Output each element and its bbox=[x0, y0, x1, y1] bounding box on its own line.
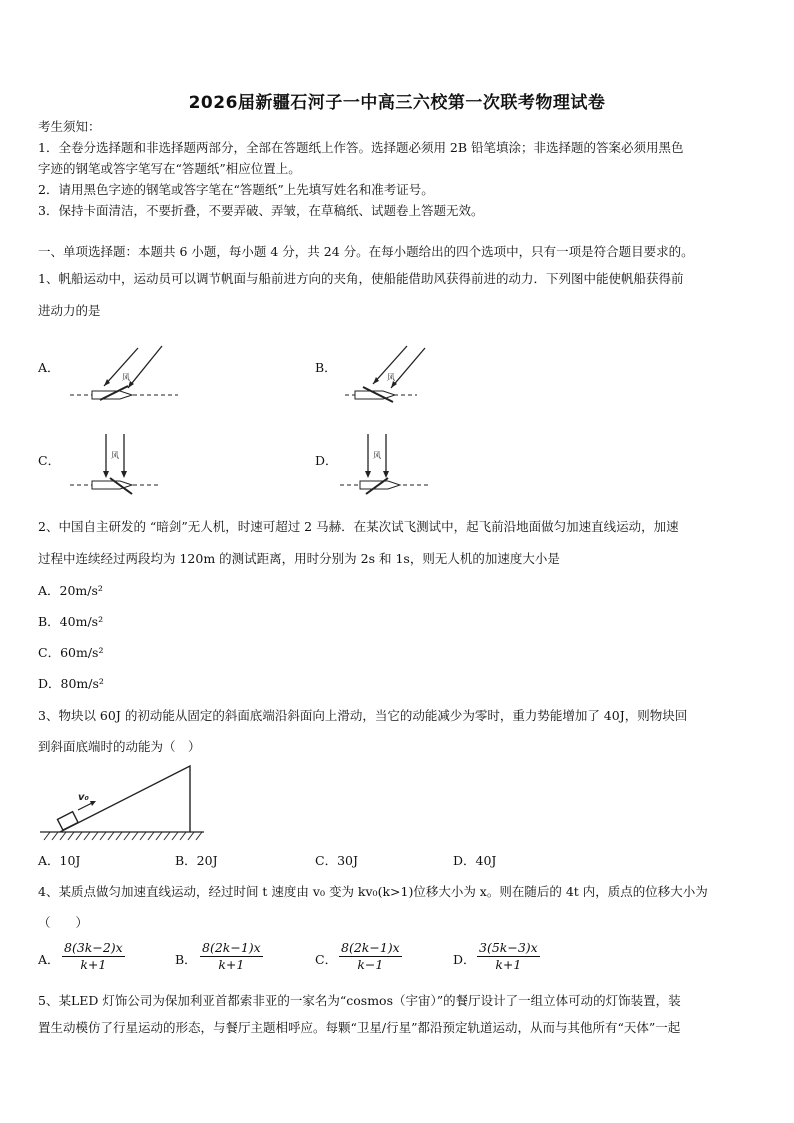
q2-option-b: B．40m/s² bbox=[38, 614, 104, 629]
q2-text-1: 2、中国自主研发的 “暗剑”无人机，时速可超过 2 马赫．在某次试飞测试中，起飞前沿地面做匀加速直线运动，加速 bbox=[38, 519, 679, 534]
q1-wind-label-c: 风 bbox=[111, 451, 119, 460]
q4-text-2: （ ） bbox=[38, 915, 89, 930]
q4-option-d-fraction bbox=[477, 940, 540, 973]
page-title: 2026届新疆石河子一中高三六校第一次联考物理试卷 bbox=[188, 93, 606, 113]
q1-sailboat-diagram-a bbox=[70, 340, 180, 410]
notice-line-1a: 1．全卷分选择题和非选择题两部分，全部在答题纸上作答。选择题必须用 2B 铅笔填涂；非选择题的答案必须用黑色 bbox=[38, 140, 684, 155]
q1-sailboat-diagram-b bbox=[345, 340, 440, 410]
q1-option-a-label: A． bbox=[38, 360, 60, 375]
q1-text-2: 进动力的是 bbox=[38, 303, 101, 318]
notice-line-3: 3．保持卡面清洁，不要折叠，不要弄破、弄皱，在草稿纸、试题卷上答题无效。 bbox=[38, 203, 484, 218]
q3-text-2: 到斜面底端时的动能为（ ） bbox=[38, 739, 201, 754]
q2-text-2: 过程中连续经过两段均为 120m 的测试距离，用时分别为 2s 和 1s，则无人机的加速度大小是 bbox=[38, 551, 560, 566]
q1-option-d-label: D． bbox=[315, 453, 338, 468]
q2-option-c: C．60m/s² bbox=[38, 645, 104, 660]
q3-option-b: B．20J bbox=[175, 853, 218, 868]
q5-text-2: 置生动模仿了行星运动的形态，与餐厅主题相呼应。每颗“卫星/行星”都沿预定轨道运动，从而与其他所有“天体”一起 bbox=[38, 1020, 681, 1035]
q4-option-c-numerator: 8(2k−1)x bbox=[341, 940, 400, 955]
q4-option-a-label: A． bbox=[38, 952, 60, 967]
q1-wind-label-b: 风 bbox=[387, 373, 395, 382]
q4-option-b-fraction bbox=[200, 940, 263, 973]
q4-option-c-denominator: k−1 bbox=[357, 957, 384, 972]
q1-sailboat-diagram-d bbox=[340, 430, 435, 500]
q5-text-1: 5、某LED 灯饰公司为保加利亚首都索非亚的一家名为“cosmos（宇宙）”的餐厅设计了一组立体可动的灯饰装置，装 bbox=[38, 993, 681, 1008]
q4-option-b-label: B． bbox=[175, 952, 197, 967]
q3-option-a: A．10J bbox=[38, 853, 81, 868]
q4-text-1: 4、某质点做匀加速直线运动，经过时间 t 速度由 v₀ 变为 kv₀(k>1)位移大小为 x。则在随后的 4t 内，质点的位移大小为 bbox=[38, 884, 708, 899]
q3-option-c: C．30J bbox=[315, 853, 358, 868]
q3-text-1: 3、物块以 60J 的初动能从固定的斜面底端沿斜面向上滑动，当它的动能减少为零时，重力势能增加了 40J，则物块回 bbox=[38, 708, 688, 723]
q4-option-c-label: C． bbox=[315, 952, 338, 967]
notice-line-1b: 字迹的钢笔或答字笔写在“答题纸”相应位置上。 bbox=[38, 161, 301, 176]
q4-option-b-numerator: 8(2k−1)x bbox=[202, 940, 261, 955]
q4-option-b-denominator: k+1 bbox=[218, 957, 245, 972]
notice-header: 考生须知： bbox=[38, 119, 101, 134]
q1-option-c-label: C． bbox=[38, 453, 61, 468]
notice-line-2: 2．请用黑色字迹的钢笔或答字笔在“答题纸”上先填写姓名和准考证号。 bbox=[38, 182, 434, 197]
q1-option-b-label: B． bbox=[315, 360, 337, 375]
q3-incline-diagram bbox=[38, 760, 208, 844]
q4-option-d-denominator: k+1 bbox=[495, 957, 522, 972]
q4-option-a-numerator: 8(3k−2)x bbox=[64, 940, 123, 955]
q2-option-a: A．20m/s² bbox=[38, 583, 103, 598]
section-heading: 一、单项选择题：本题共 6 小题，每小题 4 分，共 24 分。在每小题给出的四个选项中，只有一项是符合题目要求的。 bbox=[38, 244, 694, 259]
q4-option-c-fraction bbox=[339, 940, 402, 973]
q1-wind-label-a: 风 bbox=[122, 373, 130, 382]
q4-option-d-label: D． bbox=[453, 952, 476, 967]
q4-option-a-fraction bbox=[62, 940, 125, 973]
q3-option-d: D．40J bbox=[453, 853, 497, 868]
q2-option-d: D．80m/s² bbox=[38, 676, 104, 691]
q1-sailboat-diagram-c bbox=[70, 430, 165, 500]
q1-text-1: 1、帆船运动中，运动员可以调节帆面与船前进方向的夹角，使船能借助风获得前进的动力．下列图中能使帆船获得前 bbox=[38, 271, 684, 286]
q4-option-a-denominator: k+1 bbox=[80, 957, 107, 972]
q4-option-d-numerator: 3(5k−3)x bbox=[479, 940, 538, 955]
q1-wind-label-d: 风 bbox=[373, 451, 381, 460]
q3-v0-label: v₀ bbox=[78, 792, 89, 803]
